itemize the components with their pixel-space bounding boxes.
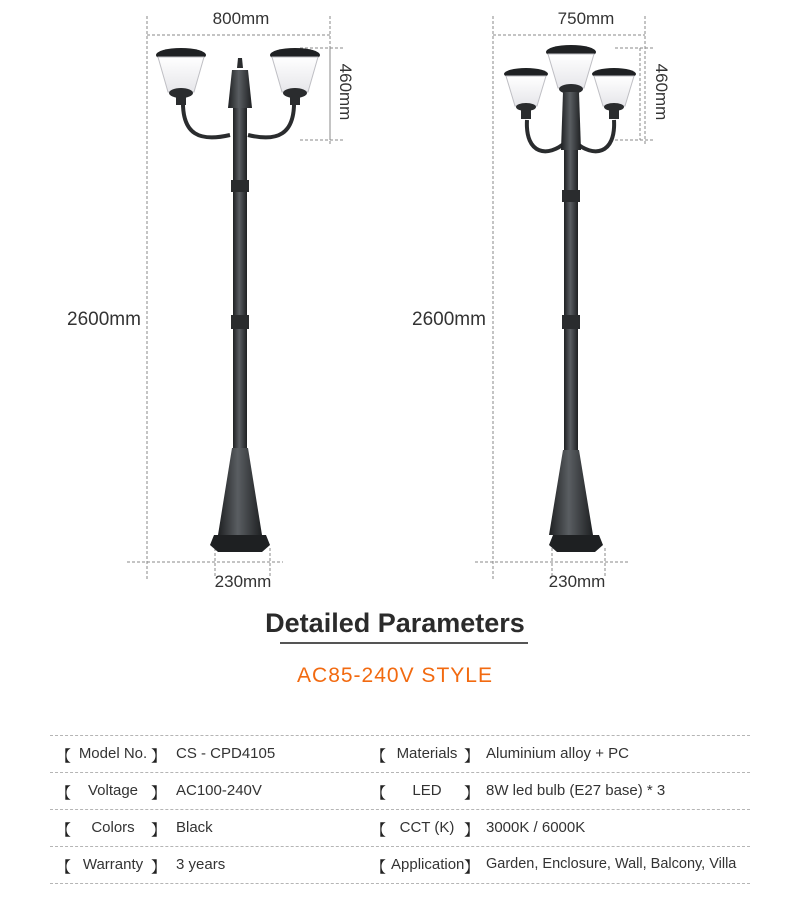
left-head-height-label: 460mm	[336, 63, 355, 121]
param-label: Application	[391, 856, 465, 873]
param-value: Aluminium alloy + PC	[486, 745, 629, 762]
bracket-close: 】	[151, 822, 167, 839]
bracket-open: 【	[56, 859, 72, 876]
bracket-open: 【	[371, 748, 387, 765]
parameter-row	[50, 846, 750, 884]
title-underline	[280, 642, 528, 644]
bracket-open: 【	[371, 822, 387, 839]
bracket-close: 】	[464, 748, 480, 765]
right-base-width-label: 230mm	[548, 572, 606, 591]
bracket-close: 】	[151, 748, 167, 765]
style-label: AC85-240V STYLE	[297, 664, 493, 687]
param-label: CCT (K)	[399, 819, 455, 836]
bracket-close: 】	[464, 785, 480, 802]
parameter-row	[50, 772, 750, 809]
parameters-table	[50, 735, 750, 884]
bracket-close: 】	[151, 785, 167, 802]
param-label: LED	[412, 782, 442, 799]
param-value: 3 years	[176, 856, 226, 873]
right-head-height-label: 460mm	[652, 63, 671, 121]
param-value: 3000K / 6000K	[486, 819, 586, 836]
left-total-height-label: 2600mm	[67, 309, 141, 330]
bracket-close: 】	[464, 822, 480, 839]
param-label: Warranty	[82, 856, 144, 873]
param-value: Garden, Enclosure, Wall, Balcony, Villa	[486, 856, 737, 872]
param-label: Model No.	[78, 745, 148, 762]
param-label: Materials	[396, 745, 458, 762]
bracket-open: 【	[371, 785, 387, 802]
bracket-open: 【	[56, 748, 72, 765]
right-lamp-post	[504, 45, 636, 552]
left-width-label: 800mm	[212, 9, 270, 28]
param-value: Black	[176, 819, 213, 836]
param-value: CS - CPD4105	[176, 745, 276, 762]
param-value: AC100-240V	[176, 782, 262, 799]
bracket-close: 】	[464, 859, 480, 876]
left-lamp-post	[156, 48, 320, 552]
bracket-open: 【	[56, 822, 72, 839]
param-label: Voltage	[87, 782, 139, 799]
right-width-label: 750mm	[557, 9, 615, 28]
section-title: Detailed Parameters	[265, 608, 525, 638]
bracket-close: 】	[151, 859, 167, 876]
parameter-row	[50, 735, 750, 772]
bracket-open: 【	[371, 859, 387, 876]
right-total-height-label: 2600mm	[412, 309, 486, 330]
param-value: 8W led bulb (E27 base) * 3	[486, 782, 666, 799]
param-label: Colors	[91, 819, 135, 836]
bracket-open: 【	[56, 785, 72, 802]
left-base-width-label: 230mm	[214, 572, 272, 591]
parameter-row	[50, 809, 750, 846]
